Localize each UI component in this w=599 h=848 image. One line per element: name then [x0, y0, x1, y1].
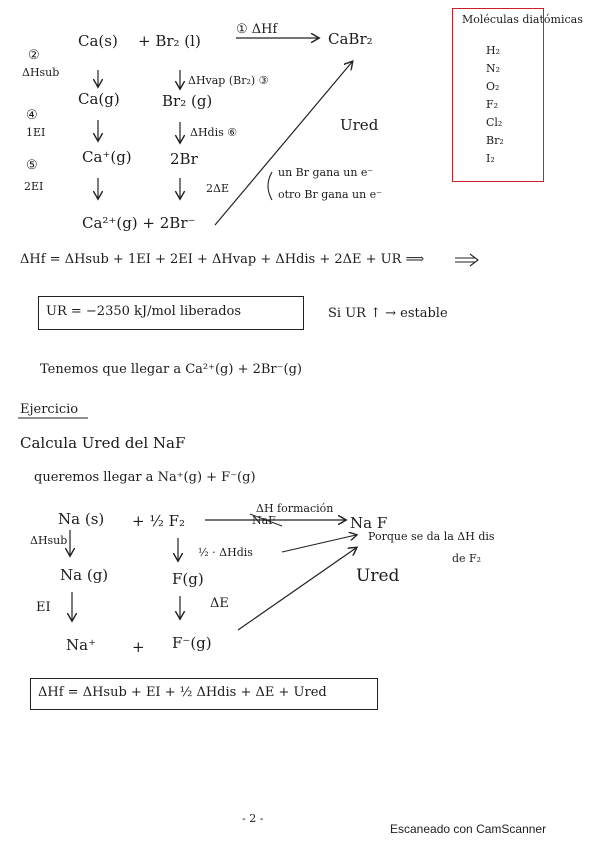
half-f2: + ½ F₂ — [132, 512, 186, 530]
naf-ured-label: Ured — [356, 566, 400, 586]
br2-gas: Br₂ (g) — [162, 92, 213, 110]
step-number-5: ⑤ — [26, 158, 38, 173]
dhdis-note-2: de F₂ — [452, 552, 482, 565]
ca-solid: Ca(s) — [78, 32, 118, 50]
diatomic-item: I₂ — [486, 152, 495, 165]
naf-product: Na F — [350, 514, 388, 532]
ei1-label: 1EI — [26, 126, 46, 139]
ejercicio-task: Calcula Ured del NaF — [20, 434, 186, 452]
f-gas: F(g) — [172, 570, 204, 588]
diatomic-item: Cl₂ — [486, 116, 503, 129]
diatomic-item: F₂ — [486, 98, 499, 111]
naf-formation-label: ΔH formación — [256, 502, 334, 515]
plus-sign: + — [132, 638, 145, 656]
naf-dhsub-label: ΔHsub — [30, 534, 68, 547]
dhdis-pointer — [282, 535, 356, 552]
ca-ion-2-plus-br: Ca²⁺(g) + 2Br⁻ — [82, 214, 196, 232]
dhsub-label: ΔHsub — [22, 66, 60, 79]
diatomic-molecules-box — [452, 8, 544, 182]
struck-naf: NaF — [252, 514, 276, 527]
na-ion: Na⁺ — [66, 636, 96, 654]
ur-stable-note: Si UR ↑ → estable — [328, 306, 448, 321]
step-number-4: ④ — [26, 108, 38, 123]
de-label: ΔE — [210, 596, 229, 611]
ur-value: UR = −2350 kJ/mol liberados — [46, 304, 242, 319]
diatomic-title: Moléculas diatómicas — [462, 13, 583, 26]
diatomic-item: N₂ — [486, 62, 501, 75]
ejercicio-goal: queremos llegar a Na⁺(g) + F⁻(g) — [34, 470, 256, 485]
na-gas: Na (g) — [60, 566, 109, 584]
ca-gas: Ca(g) — [78, 90, 120, 108]
diatomic-item: H₂ — [486, 44, 501, 57]
naf-ured-diagonal — [238, 548, 356, 630]
ei-label: EI — [36, 600, 51, 615]
br2-liquid: + Br₂ (l) — [138, 32, 201, 50]
dhvap-label: ΔHvap (Br₂) ③ — [188, 74, 269, 87]
electron-bracket — [268, 172, 272, 200]
final-equation: ΔHf = ΔHsub + EI + ½ ΔHdis + ΔE + Ured — [38, 685, 327, 700]
f-ion: F⁻(g) — [172, 634, 212, 652]
2de-label: 2ΔE — [206, 182, 229, 195]
dhdis-note-1: Porque se da la ΔH dis — [368, 530, 495, 543]
ejercicio-heading: Ejercicio — [20, 402, 79, 417]
tenemos-sentence: Tenemos que llegar a Ca²⁺(g) + 2Br⁻(g) — [40, 362, 302, 377]
half-dhdis-label: ½ · ΔHdis — [198, 546, 253, 559]
page-number: - 2 - — [242, 812, 264, 825]
cabr2-product: CaBr₂ — [328, 30, 373, 48]
electron-note-2: otro Br gana un e⁻ — [278, 188, 382, 201]
ca-ion-1: Ca⁺(g) — [82, 148, 132, 166]
dhdis-label: ΔHdis ⑥ — [190, 126, 238, 139]
formation-label: ① ΔHf — [236, 22, 278, 37]
diatomic-item: Br₂ — [486, 134, 504, 147]
two-br: 2Br — [170, 150, 198, 168]
na-solid: Na (s) — [58, 510, 105, 528]
ured-label: Ured — [340, 116, 379, 134]
step-number-2: ② — [28, 48, 40, 63]
diatomic-item: O₂ — [486, 80, 500, 93]
dhf-equation: ΔHf = ΔHsub + 1EI + 2EI + ΔHvap + ΔHdis + 2ΔE + UR ⟹ — [20, 252, 425, 267]
scanner-credit: Escaneado con CamScanner — [390, 822, 547, 836]
electron-note-1: un Br gana un e⁻ — [278, 166, 374, 179]
ei2-label: 2EI — [24, 180, 44, 193]
